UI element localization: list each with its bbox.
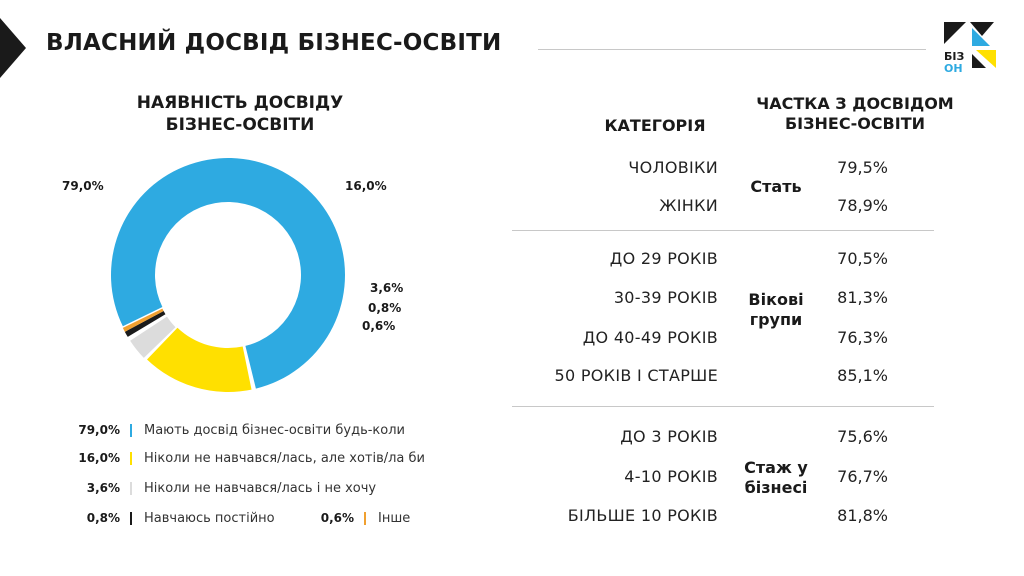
table-row-value: 81,3% — [837, 288, 888, 307]
data-label-experienced: 79,0% — [62, 179, 104, 193]
table-row-category: ДО 29 РОКІВ — [609, 249, 718, 268]
table-row-category: ЧОЛОВІКИ — [628, 158, 718, 177]
table-header-category: КАТЕГОРІЯ — [604, 116, 706, 135]
data-label-want-to-learn: 16,0% — [345, 179, 387, 193]
legend-value: 16,0% — [78, 451, 120, 465]
legend-item-experienced — [40, 420, 405, 440]
table-separator — [512, 406, 934, 407]
legend-swatch — [364, 512, 366, 525]
title-divider — [538, 49, 926, 50]
legend-item-want-to-learn — [40, 448, 425, 468]
donut-chart — [0, 140, 480, 410]
legend-label: Навчаюсь постійно — [144, 510, 275, 526]
table-row-value: 85,1% — [837, 366, 888, 385]
table-row-value: 78,9% — [837, 196, 888, 215]
table-row-category: 50 РОКІВ І СТАРШЕ — [554, 366, 718, 385]
table-row-value: 76,3% — [837, 328, 888, 347]
table-row-category: 4-10 РОКІВ — [624, 467, 718, 486]
legend-value: 0,6% — [320, 511, 354, 525]
legend-label: Ніколи не навчався/лась, але хотів/ла би — [144, 450, 425, 466]
table-group-experience: Стаж у бізнесі — [744, 458, 808, 497]
legend-value: 0,8% — [86, 511, 120, 525]
table-row-value: 70,5% — [837, 249, 888, 268]
legend-value: 79,0% — [78, 423, 120, 437]
table-row-category: БІЛЬШЕ 10 РОКІВ — [567, 506, 718, 525]
legend-swatch — [130, 452, 132, 465]
legend-swatch — [130, 512, 132, 525]
table-row-category: ЖІНКИ — [659, 196, 718, 215]
legend-label: Ніколи не навчався/лась і не хочу — [144, 480, 377, 496]
legend-item-constantly — [40, 508, 275, 528]
legend-label: Мають досвід бізнес-освіти будь-коли — [144, 422, 405, 438]
table-row-category: ДО 40-49 РОКІВ — [582, 328, 718, 347]
table-row-value: 81,8% — [837, 506, 888, 525]
data-label-constantly: 0,8% — [368, 301, 402, 315]
logo-text-top: БІЗ — [944, 50, 965, 63]
corner-triangle-decoration — [0, 18, 26, 78]
data-label-other: 0,6% — [362, 319, 396, 333]
table-group-gender: Стать — [750, 177, 802, 196]
table-row-category: ДО 3 РОКІВ — [620, 427, 718, 446]
table-row-value: 79,5% — [837, 158, 888, 177]
bizon-logo — [942, 20, 998, 76]
legend-swatch — [130, 482, 132, 495]
table-separator — [512, 230, 934, 231]
data-label-not-want: 3,6% — [370, 281, 404, 295]
logo-text-bottom: ОН — [944, 62, 963, 75]
table-row-value: 75,6% — [837, 427, 888, 446]
chart-title: НАЯВНІСТЬ ДОСВІДУ БІЗНЕС-ОСВІТИ — [136, 93, 344, 135]
legend-swatch — [130, 424, 132, 437]
table-header-share: ЧАСТКА З ДОСВІДОМ БІЗНЕС-ОСВІТИ — [756, 94, 954, 133]
table-group-age: Вікові групи — [748, 290, 804, 329]
legend-value: 3,6% — [86, 481, 120, 495]
legend-item-not-want — [40, 478, 376, 498]
table-row-category: 30-39 РОКІВ — [613, 288, 718, 307]
page-title: ВЛАСНИЙ ДОСВІД БІЗНЕС-ОСВІТИ — [46, 30, 502, 56]
legend-label: Інше — [378, 510, 411, 526]
table-row-value: 76,7% — [837, 467, 888, 486]
legend-item-other — [278, 508, 410, 528]
